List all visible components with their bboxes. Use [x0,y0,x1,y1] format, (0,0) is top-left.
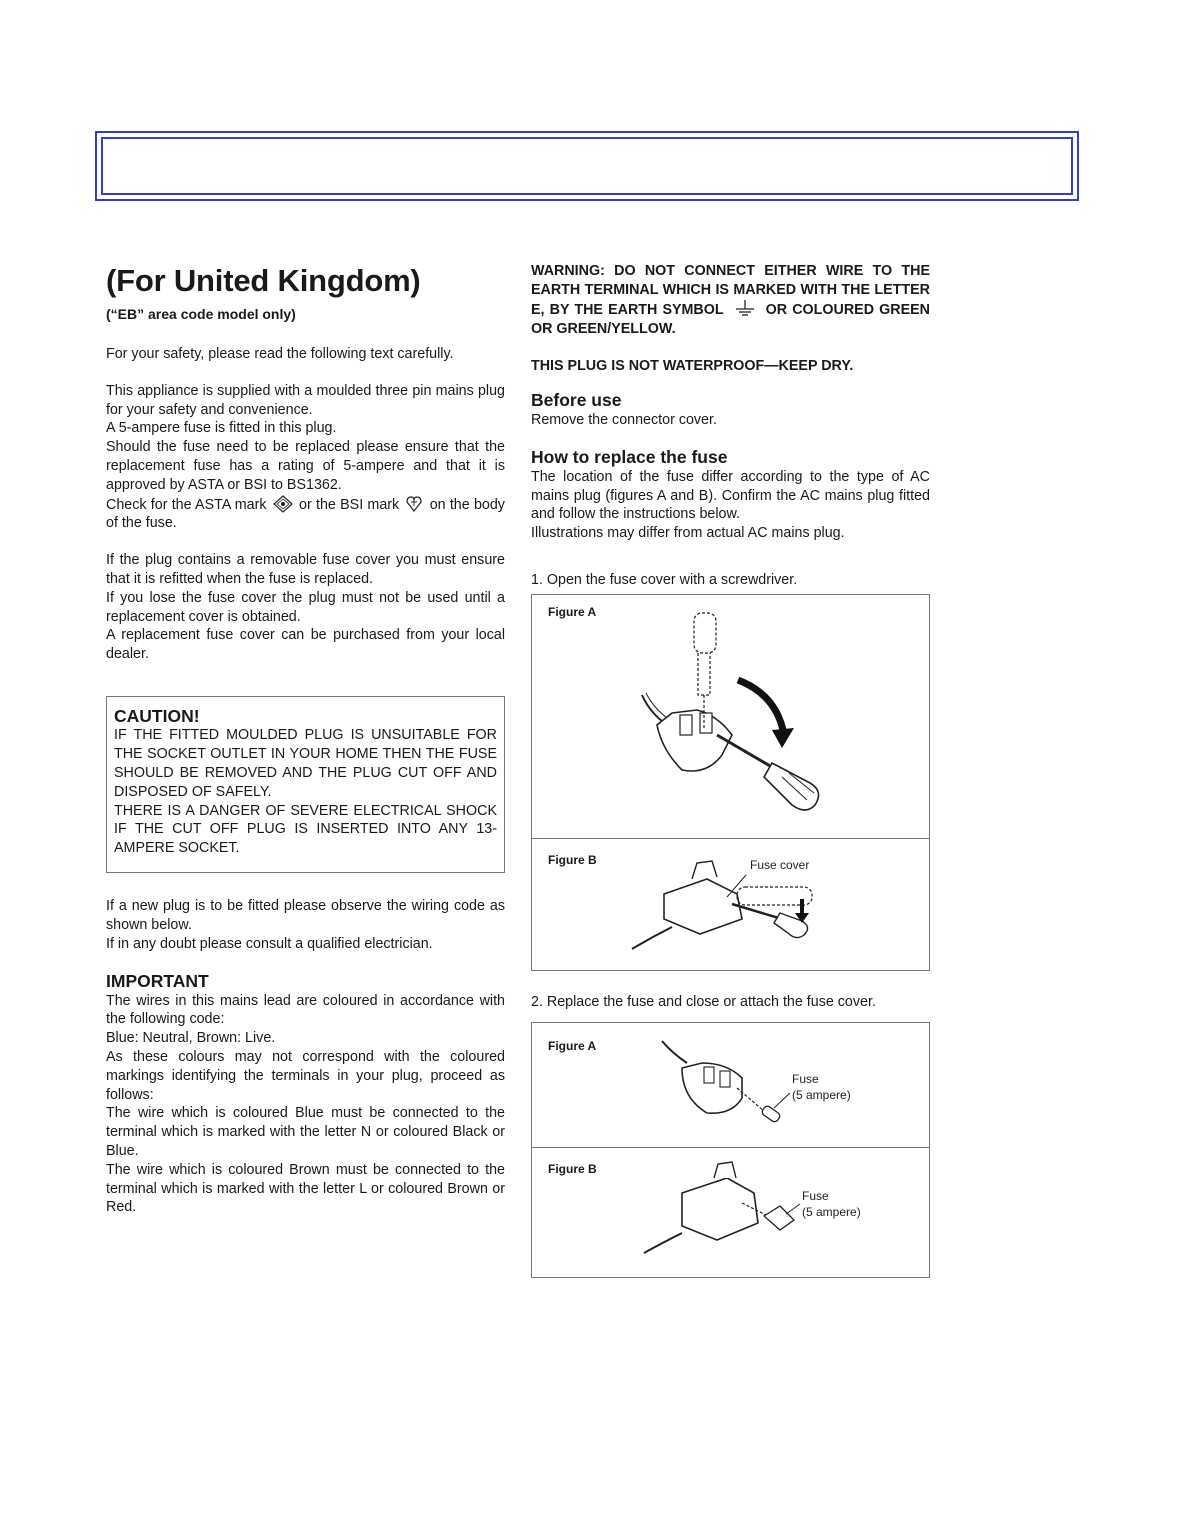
fuse-label-b-title: Fuse [802,1188,829,1203]
step2-figure-b [532,1147,929,1277]
fuse-mark-check [106,495,505,534]
right-column [531,262,930,1278]
earth-symbol-icon [735,300,755,317]
check-before: Check for the ASTA mark [106,496,267,513]
replace-text-2: Illustrations may differ from actual AC mains plug. [531,525,845,542]
important-text-4: The wire which is coloured Blue must be connected to the terminal which is marked with the letter N or coloured Black or Blue. [106,1105,505,1160]
electrician-paragraph: If in any doubt please consult a qualified electrician. [106,935,433,952]
warning-text-after: OR COLOURED GREEN OR GREEN/YELLOW. [531,302,930,337]
step1-figure-b [532,838,929,970]
important-title: IMPORTANT [106,970,209,991]
caution-box [106,696,505,873]
plug-fuse-b-illustration [532,1148,930,1277]
fuse-label-a-title: Fuse [792,1071,819,1086]
earth-warning [531,262,930,339]
important-text-5: The wire which is coloured Brown must be connected to the terminal which is marked with the letter L or coloured Brown or Red. [106,1161,505,1216]
intro-text: For your safety, please read the following text carefully. [106,346,454,362]
figure-a-label-2: Figure A [548,1038,597,1053]
step1-figures [531,594,930,971]
step-2: 2. Replace the fuse and close or attach the fuse cover. [531,993,876,1010]
step2-figures [531,1022,930,1278]
fuse-paragraph-1: This appliance is supplied with a moulded three pin mains plug for your safety and convenience. [106,382,505,418]
caution-title: CAUTION! [114,705,200,726]
plug-screwdriver-illustration [532,595,930,838]
cover-paragraph-2: If you lose the fuse cover the plug must not be used until a replacement cover is obtained. [106,589,505,625]
caution-text-1: IF THE FITTED MOULDED PLUG IS UNSUITABLE FOR THE SOCKET OUTLET IN YOUR HOME THEN THE FUSE SHOULD BE REMOVED AND THE PLUG CUT OFF AND DISPOSED OF SAFELY. [114,726,497,800]
figure-b-label: Figure B [548,852,597,867]
cover-paragraph-3: A replacement fuse cover can be purchased from your local dealer. [106,627,505,663]
fuse-label-b-rating: (5 ampere) [802,1204,861,1219]
caution-text-2: THERE IS A DANGER OF SEVERE ELECTRICAL SHOCK IF THE CUT OFF PLUG IS INSERTED INTO ANY 13-AMPERE SOCKET. [114,802,497,857]
fuse-label-a-rating: (5 ampere) [792,1087,851,1102]
waterproof-warning: THIS PLUG IS NOT WATERPROOF—KEEP DRY. [531,358,854,374]
step-1: 1. Open the fuse cover with a screwdriver. [531,571,798,588]
important-text-3: As these colours may not correspond with the coloured markings identifying the terminals in your plug, proceed as follows: [106,1049,505,1103]
before-use-text: Remove the connector cover. [531,412,717,428]
figure-b-label-2: Figure B [548,1161,597,1176]
figure-a-label: Figure A [548,604,597,619]
check-after: on the body of the fuse. [106,496,505,532]
warning-text-before: WARNING: DO NOT CONNECT EITHER WIRE TO THE EARTH TERMINAL WHICH IS MARKED WITH THE LETTER E, BY THE EARTH SYMBOL [531,263,930,318]
plug-fuse-a-illustration [532,1023,930,1147]
page-title: (For United Kingdom) [106,263,421,298]
before-use-title: Before use [531,390,622,410]
fuse-paragraph-2: A 5-ampere fuse is fitted in this plug. [106,420,337,437]
important-text-2: Blue: Neutral, Brown: Live. [106,1030,276,1047]
asta-mark-icon [273,495,293,513]
left-column [106,262,505,1217]
check-middle: or the BSI mark [299,496,400,513]
header-frame [95,131,1079,201]
bsi-kitemark-icon [405,495,423,513]
fuse-cover-label: Fuse cover [750,857,810,872]
new-plug-paragraph: If a new plug is to be fitted please observe the wiring code as shown below. [106,898,505,934]
step2-figure-a [532,1023,929,1147]
important-text-1: The wires in this mains lead are coloured in accordance with the following code: [106,992,505,1028]
replace-fuse-title: How to replace the fuse [531,446,728,467]
cover-paragraph-1: If the plug contains a removable fuse cover you must ensure that it is refitted when the fuse is replaced. [106,552,505,587]
page-subtitle: (“EB” area code model only) [106,306,296,322]
plug-fuse-cover-illustration [532,839,930,970]
header-frame-inner [101,137,1073,195]
replace-text-1: The location of the fuse differ according to the type of AC mains plug (figures A and B). Confirm the AC mains plug fitted and follow the instructions below. [531,468,930,523]
fuse-paragraph-3: Should the fuse need to be replaced please ensure that the replacement fuse has a rating of 5-ampere and that it is approved by ASTA or BSI to BS1362. [106,439,505,493]
step1-figure-a [532,595,929,838]
